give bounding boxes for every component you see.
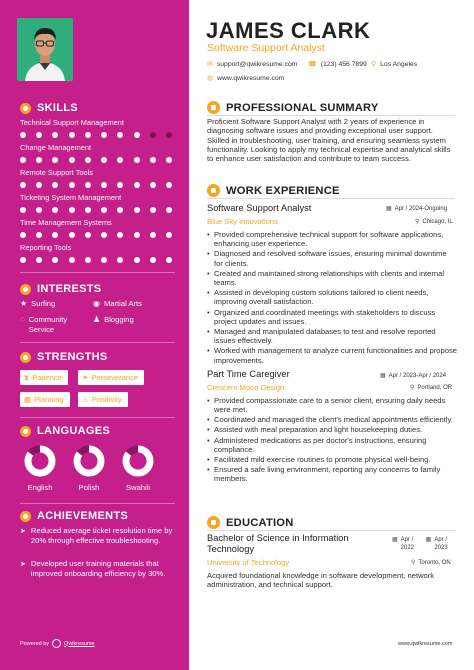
- rating-dot: [52, 132, 58, 138]
- globe-icon: ◍: [207, 75, 214, 82]
- rating-dot: [150, 207, 156, 213]
- skill-item: [20, 168, 172, 188]
- job-company: Blue Sky Innovations: [207, 217, 278, 226]
- rating-dot: [85, 257, 91, 263]
- rating-dot: [101, 207, 107, 213]
- rating-dot: [117, 257, 123, 263]
- rating-dot: [150, 182, 156, 188]
- language-item: [120, 445, 156, 492]
- briefcase-icon: [207, 184, 220, 197]
- language-icon: [20, 426, 31, 437]
- rating-dot: [36, 157, 42, 163]
- skill-rating: [20, 182, 172, 188]
- calendar-icon: ▦: [392, 537, 398, 543]
- rating-dot: [69, 257, 75, 263]
- pin-icon: ⚲: [410, 385, 415, 391]
- experience-title: WORK EXPERIENCE: [207, 184, 340, 197]
- divider: [20, 272, 175, 273]
- language-gauge: [73, 445, 105, 477]
- job-title: Software Support Analyst: [207, 203, 312, 213]
- calendar-icon: ▦: [24, 395, 32, 404]
- degree-dates: ▦ Apr / 2022 ▦ Apr / 2023: [392, 537, 448, 551]
- divider: [207, 530, 455, 531]
- calendar-icon: ▦: [425, 537, 432, 543]
- skill-label: Technical Support Management: [20, 118, 124, 127]
- rating-dot: [166, 132, 172, 138]
- users-icon: ♟: [93, 315, 101, 324]
- skill-item: [20, 218, 172, 238]
- rocket-icon: ➤: [20, 561, 26, 568]
- list-item: • Provided compassionate care to a senior client, ensuring daily needs were met.: [207, 396, 457, 415]
- job-dates: ▦ Apr / 2024-Ongoing: [386, 205, 448, 212]
- heart-icon: [20, 284, 31, 295]
- rating-dot: [20, 257, 26, 263]
- sidebar: [0, 0, 189, 670]
- rating-dot: [101, 157, 107, 163]
- language-label: Polish: [78, 483, 100, 492]
- pin-icon: ⚲: [411, 560, 416, 566]
- powered-by: Powered by Qwikresume: [20, 640, 95, 647]
- rating-dot: [52, 182, 58, 188]
- footer-url[interactable]: www.qwikresume.com: [398, 641, 453, 647]
- graduation-cap-icon: [207, 516, 220, 529]
- skill-label: Ticketing System Management: [20, 193, 122, 202]
- rating-dot: [101, 132, 107, 138]
- skill-rating: [20, 232, 172, 238]
- rating-dot: [52, 232, 58, 238]
- rating-dot: [150, 157, 156, 163]
- list-item: • Assisted with meal preparation and light housekeeping duties.: [207, 425, 457, 434]
- hourglass-icon: ⧗: [24, 372, 30, 382]
- achievements-title: ACHIEVEMENTS: [20, 510, 128, 522]
- divider: [207, 198, 455, 199]
- skill-item: [20, 143, 172, 163]
- rating-dot: [150, 257, 156, 263]
- job-bullets: [207, 230, 457, 366]
- rating-dot: [117, 207, 123, 213]
- summary-title: PROFESSIONAL SUMMARY: [207, 101, 379, 114]
- skill-label: Time Management Systems: [20, 218, 112, 227]
- skill-label: Change Management: [20, 143, 92, 152]
- skill-item: [20, 118, 172, 138]
- rating-dot: [20, 132, 26, 138]
- rating-dot: [20, 157, 26, 163]
- rating-dot: [85, 207, 91, 213]
- rating-dot: [166, 182, 172, 188]
- strength-badge: ✦ Perseverance: [78, 370, 144, 385]
- profile-photo: [17, 18, 73, 81]
- interests-title: INTERESTS: [20, 283, 101, 295]
- skills-title: SKILLS: [20, 102, 78, 114]
- rating-dot: [117, 132, 123, 138]
- interest-item: ★ Surfing: [20, 299, 56, 308]
- rating-dot: [36, 257, 42, 263]
- contact-phone: ☎ (123) 456 7899: [308, 60, 367, 68]
- divider: [20, 503, 175, 504]
- rating-dot: [69, 232, 75, 238]
- divider: [207, 115, 455, 116]
- contact-email[interactable]: ✉ support@qwikresume.com: [207, 60, 298, 68]
- rocket-icon: ➤: [20, 528, 26, 535]
- list-item: • Created and maintained strong relationships with clients and internal teams.: [207, 269, 457, 288]
- rating-dot: [52, 257, 58, 263]
- rating-dot: [117, 182, 123, 188]
- job-title: Part Time Caregiver: [207, 369, 290, 379]
- pin-icon: ⚲: [415, 219, 420, 225]
- candidate-title: Software Support Analyst: [207, 42, 325, 54]
- skill-rating: [20, 207, 172, 213]
- languages-title: LANGUAGES: [20, 425, 110, 437]
- rating-dot: [117, 232, 123, 238]
- rating-dot: [52, 207, 58, 213]
- rating-dot: [20, 232, 26, 238]
- star-icon: ✦: [82, 373, 89, 382]
- rating-dot: [101, 257, 107, 263]
- rating-dot: [101, 232, 107, 238]
- language-gauge: [122, 445, 154, 477]
- rating-dot: [150, 132, 156, 138]
- school-name: University of Technology: [207, 558, 290, 567]
- calendar-icon: ▦: [386, 206, 392, 212]
- rating-dot: [69, 132, 75, 138]
- list-item: • Managed and manipulated databases to test and resolve reported issues effectively.: [207, 327, 457, 346]
- rating-dot: [166, 157, 172, 163]
- list-item: • Assisted in developing custom solutions tailored to client needs, improving overall satisfaction.: [207, 288, 457, 307]
- rating-dot: [117, 157, 123, 163]
- list-item: • Coordinated and managed the client's medical appointments efficiently.: [207, 415, 457, 424]
- skill-rating: [20, 257, 172, 263]
- skill-rating: [20, 132, 172, 138]
- profile-icon: [207, 101, 220, 114]
- skill-label: Reporting Tools: [20, 243, 72, 252]
- language-label: English: [27, 483, 53, 492]
- candidate-name: JAMES CLARK: [206, 18, 371, 43]
- achievement-item: ➤ Reduced average ticket resolution time by 20% through effective troubleshooting.: [20, 526, 173, 545]
- strength-badge: ▦ Planning: [20, 392, 70, 407]
- rating-dot: [85, 132, 91, 138]
- phone-icon: ☎: [308, 61, 317, 68]
- rating-dot: [85, 157, 91, 163]
- divider: [20, 417, 175, 418]
- bulb-icon: [20, 103, 31, 114]
- language-gauge: [24, 445, 56, 477]
- rating-dot: [36, 132, 42, 138]
- mail-icon: ✉: [207, 61, 213, 68]
- list-item: • Ensured a safe living environment, reporting any concerns to family members.: [207, 465, 457, 484]
- location-icon: ⚲: [371, 61, 377, 68]
- list-item: • Provided comprehensive technical support for software applications, enhancing user experience.: [207, 230, 457, 249]
- skill-rating: [20, 157, 172, 163]
- list-item: • Administered medications as per doctor's instructions, ensuring compliance.: [207, 436, 457, 455]
- trophy-icon: [20, 511, 31, 522]
- skill-item: [20, 243, 172, 263]
- skill-label: Remote Support Tools: [20, 168, 93, 177]
- contact-website[interactable]: ◍ www.qwikresume.com: [207, 74, 285, 82]
- strength-badge: ⧗ Patience: [20, 370, 68, 385]
- education-text: Acquired foundational knowledge in software development, network administration, and technical support.: [207, 571, 435, 590]
- list-item: • Organized and coordinated meetings with stakeholders to discuss project updates and issues.: [207, 308, 457, 327]
- rating-dot: [36, 232, 42, 238]
- rating-dot: [166, 232, 172, 238]
- rating-dot: [150, 232, 156, 238]
- rating-dot: [52, 157, 58, 163]
- rating-dot: [166, 207, 172, 213]
- rating-dot: [134, 157, 140, 163]
- rating-dot: [36, 207, 42, 213]
- list-item: • Diagnosed and resolved software issues, ensuring minimal downtime for clients.: [207, 249, 457, 268]
- rating-dot: [166, 257, 172, 263]
- job-location: ⚲ Chicago, IL: [415, 218, 453, 225]
- language-item: [71, 445, 107, 492]
- strength-badge: ☼ Positivity: [78, 392, 128, 407]
- rating-dot: [69, 207, 75, 213]
- job-dates: ▦ Apr / 2023-Apr / 2024: [380, 372, 447, 379]
- rating-dot: [134, 207, 140, 213]
- contact-location: ⚲ Los Angeles: [371, 60, 418, 68]
- globe-icon: ◉: [93, 299, 100, 308]
- rating-dot: [20, 182, 26, 188]
- interest-item: ♟ Blogging: [93, 315, 134, 324]
- language-label: Swahili: [125, 483, 151, 492]
- interest-item: ◉ Martial Arts: [93, 299, 142, 308]
- achievement-item: ➤ Developed user training materials that improved onboarding efficiency by 30%.: [20, 559, 166, 578]
- strengths-title: STRENGTHS: [20, 351, 108, 363]
- star-icon: ★: [20, 299, 28, 308]
- rating-dot: [101, 182, 107, 188]
- divider: [20, 342, 175, 343]
- list-item: • Facilitated mild exercise routines to promote physical well-being.: [207, 455, 457, 464]
- rating-dot: [85, 232, 91, 238]
- job-bullets: [207, 396, 457, 484]
- degree-title: Bachelor of Science in Information Technology: [207, 533, 349, 554]
- qwikresume-logo-icon: [52, 639, 61, 648]
- job-location: ⚲ Portland, OR: [410, 384, 453, 391]
- rating-dot: [134, 232, 140, 238]
- rating-dot: [69, 157, 75, 163]
- rating-dot: [134, 257, 140, 263]
- interest-item: ◌ Community Service: [20, 315, 68, 334]
- summary-text: Proficient Software Support Analyst with 2 years of experience in diagnosing software issues and providing exceptional user support. Skilled in troubleshooting, user training, and ensuring seamless system functionality. Looking to apply my technical expertise and analytical skills to enhance user satisfaction and contribute to team success.: [207, 117, 451, 164]
- rating-dot: [69, 182, 75, 188]
- language-item: [22, 445, 58, 492]
- rating-dot: [134, 182, 140, 188]
- education-title: EDUCATION: [207, 516, 293, 529]
- rating-dot: [85, 182, 91, 188]
- rating-dot: [134, 132, 140, 138]
- list-item: • Worked with management to analyze current functionalities and propose improvements.: [207, 346, 457, 365]
- chat-icon: ◌: [20, 315, 25, 324]
- school-location: ⚲ Toronto, ON: [411, 559, 451, 566]
- rating-dot: [36, 182, 42, 188]
- calendar-icon: ▦: [380, 373, 386, 379]
- skill-item: [20, 193, 172, 213]
- job-company: Crescent Moon Design: [207, 383, 285, 392]
- rating-dot: [20, 207, 26, 213]
- sun-icon: ☼: [82, 395, 89, 404]
- strength-icon: [20, 352, 31, 363]
